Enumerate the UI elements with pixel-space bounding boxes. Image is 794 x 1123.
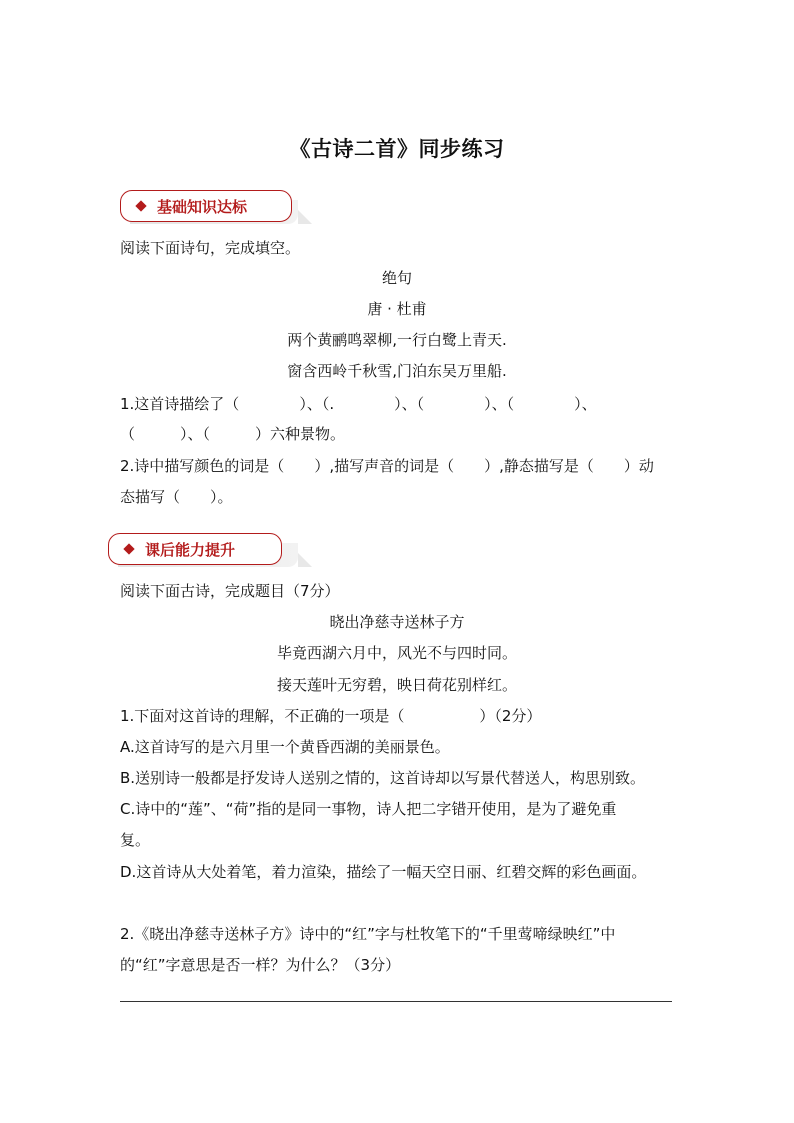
section-header-box [120, 190, 292, 222]
instruction-text: 阅读下面古诗，完成题目（7分） [120, 582, 340, 600]
poem-line: 两个黄鹂鸣翠柳,一行白鹭上青天. [287, 331, 507, 349]
question-text: （ ）、（ ）六种景物。 [120, 425, 346, 443]
option-d: D.这首诗从大处着笔，着力渲染，描绘了一幅天空日丽、红碧交辉的彩色画面。 [120, 863, 647, 881]
section-header-basic [120, 190, 310, 222]
poem-line: 接天莲叶无穷碧，映日荷花别样红。 [276, 676, 517, 694]
option-c: 复。 [120, 831, 151, 849]
section-header-advanced [108, 533, 308, 565]
poem-title: 绝句 [381, 269, 412, 287]
poem-title: 晓出净慈寺送林子方 [329, 613, 465, 631]
diamond-icon [123, 543, 134, 554]
poem-author: 唐 · 杜甫 [367, 300, 427, 318]
question-text: 2.《晓出净慈寺送林子方》诗中的“红”字与杜牧笔下的“千里莺啼绿映红”中 [120, 925, 616, 943]
answer-line[interactable] [120, 1001, 672, 1002]
option-c: C.诗中的“莲”、“荷”指的是同一事物，诗人把二字错开使用，是为了避免重 [120, 800, 617, 818]
question-text: 的“红”字意思是否一样？为什么？（3分） [120, 956, 401, 974]
question-text: 态描写（ ）。 [120, 488, 233, 506]
option-a: A.这首诗写的是六月里一个黄昏西湖的美丽景色。 [120, 738, 450, 756]
page-title: 《古诗二首》同步练习 [289, 137, 505, 161]
section-label: 基础知识达标 [157, 197, 248, 216]
diamond-icon [135, 200, 146, 211]
poem-line: 窗含西岭千秋雪,门泊东吴万里船. [287, 362, 507, 380]
poem-line: 毕竟西湖六月中，风光不与四时同。 [276, 644, 517, 662]
question-text: 1.这首诗描绘了（ ）、（. ）、（ ）、（ ）、 [120, 395, 597, 413]
section-label: 课后能力提升 [145, 540, 236, 559]
question-text: 1.下面对这首诗的理解，不正确的一项是（ ）（2分） [120, 707, 542, 725]
question-text: 2.诗中描写颜色的词是（ ）,描写声音的词是（ ）,静态描写是（ ）动 [120, 457, 654, 475]
option-b: B.送别诗一般都是抒发诗人送别之情的，这首诗却以写景代替送人，构思别致。 [120, 769, 646, 787]
section-header-box [108, 533, 282, 565]
instruction-text: 阅读下面诗句，完成填空。 [120, 239, 301, 257]
